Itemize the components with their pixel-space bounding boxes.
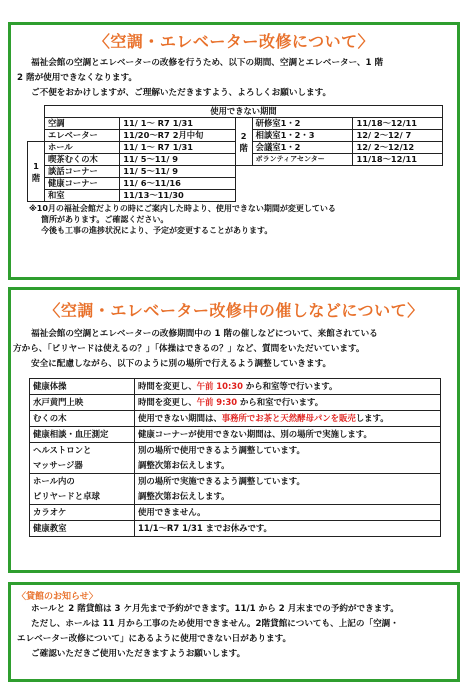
desc-text: 時間を変更し、 (138, 397, 197, 407)
desc-text: します。 (355, 413, 389, 423)
facility-period: 11/20～R7 2月中旬 (120, 130, 235, 142)
event-name (30, 379, 135, 395)
table-row (28, 190, 443, 202)
table-row (28, 130, 443, 142)
table-row (30, 427, 441, 443)
facility-period: 11/ 5～11/ 9 (120, 154, 235, 166)
facility-period: 11/18～12/11 (353, 118, 443, 130)
facility-name: ボランティアセンター (252, 154, 353, 166)
event-desc-line (138, 395, 437, 410)
event-desc (135, 379, 441, 395)
facility-name: エレベーター (45, 130, 120, 142)
desc-text: から和室で行います。 (237, 397, 324, 407)
desc-text: 調整次第お伝えします。 (138, 491, 230, 501)
note: 箇所があります。ご確認ください。 (41, 215, 169, 224)
facility-period: 12/ 2～12/12 (353, 142, 443, 154)
section-events (8, 287, 460, 573)
paragraph: 安全に配慮しながら、以下のように別の場所で行えるよう調整していきます。 (31, 359, 332, 369)
paragraph: 福祉会館の空調とエレベーターの改修期間中の 1 階の催しなどについて、来館されている (31, 329, 378, 339)
event-name-line: ヘルストロンと (33, 445, 92, 455)
facility-period: 11/ 5～11/ 9 (120, 166, 235, 178)
event-desc (135, 521, 441, 537)
event-desc-line (138, 379, 437, 394)
desc-text: 別の場所で使用できるよう調整しています。 (138, 445, 305, 455)
paragraph: エレベーター改修について」にあるように使用できない日があります。 (17, 634, 292, 644)
facility-name: 相談室1・2・3 (252, 130, 353, 142)
facility-period: 11/ 1～ R7 1/31 (120, 142, 235, 154)
table-row (30, 379, 441, 395)
facility-period: 11/18～12/11 (353, 154, 443, 166)
event-name (30, 505, 135, 521)
section-title: 〈空調・エレベーター改修について〉 (93, 32, 375, 51)
paragraph: ただし、ホールは 11 月から工事のため使用できません。2階貸館についても、上記の「空調・ (31, 619, 399, 629)
event-name-line: ホール内の (33, 476, 75, 486)
section-renovation (8, 22, 460, 280)
desc-text: 時間を変更し、 (138, 381, 197, 391)
facility-name: ホール (45, 142, 120, 154)
event-desc-line (138, 474, 437, 489)
paragraph: ご確認いただきご使用いただきますようお願いします。 (31, 649, 246, 659)
floor-label: 1階 (28, 142, 45, 202)
paragraph: 2 階が使用できなくなります。 (17, 73, 138, 83)
facility-name: 空調 (45, 118, 120, 130)
desc-text: から和室等で行います。 (242, 381, 338, 391)
highlight-text: 午前 10:30 (196, 381, 243, 391)
table-header: 使用できない期間 (45, 106, 443, 118)
table-row (28, 166, 443, 178)
highlight-text: 事務所でお茶と天然酵母パンを販売 (221, 413, 356, 423)
event-name-line: むくの木 (33, 413, 67, 423)
event-desc (135, 395, 441, 411)
event-desc-line (138, 427, 437, 442)
event-desc (135, 474, 441, 505)
table-row (30, 395, 441, 411)
facility-period: 11/13～11/30 (120, 190, 235, 202)
desc-text: 健康コーナーが使用できない期間は、別の場所で実施します。 (138, 429, 372, 439)
facility-name: 談話コーナー (45, 166, 120, 178)
event-desc (135, 411, 441, 427)
highlight-text: 午前 9:30 (196, 397, 238, 407)
desc-text: 11/1～R7 1/31 までお休みです。 (138, 523, 272, 533)
event-name-line: 健康相談・血圧測定 (33, 429, 109, 439)
facility-period: 11/ 1～ R7 1/31 (120, 118, 235, 130)
notice-heading: 〈貸館のお知らせ〉 (17, 592, 98, 602)
event-desc-line (138, 411, 437, 426)
facility-name: 和室 (45, 190, 120, 202)
desc-text: 使用できません。 (138, 507, 206, 517)
event-name (30, 474, 135, 505)
table-row (30, 505, 441, 521)
event-name (30, 427, 135, 443)
event-name (30, 395, 135, 411)
table-row (30, 411, 441, 427)
event-desc (135, 505, 441, 521)
desc-text: 別の場所で実施できるよう調整しています。 (138, 476, 305, 486)
table-row (30, 474, 441, 505)
section-rental-notice (8, 582, 460, 682)
event-desc-line (138, 443, 437, 458)
event-desc-line (138, 458, 437, 473)
event-name-line: カラオケ (33, 507, 67, 517)
events-table (29, 378, 441, 537)
event-name (30, 443, 135, 474)
floor-label: 2階 (235, 118, 252, 166)
paragraph: 方から、「ビリヤードは使えるの？」「体操はできるの？」など、質問をいただいています。 (13, 344, 365, 354)
closure-table (27, 105, 443, 202)
event-desc (135, 427, 441, 443)
table-row (30, 443, 441, 474)
note: 今後も工事の進捗状況により、予定が変更することがあります。 (41, 226, 273, 235)
event-desc-line (138, 489, 437, 504)
event-name (30, 521, 135, 537)
event-name-line: マッサージ器 (33, 460, 83, 470)
note: ※10月の福祉会館だよりの時にご案内した時より、使用できない期間が変更している (29, 204, 336, 213)
paragraph: ご不便をおかけしますが、ご理解いただきますよう、よろしくお願いします。 (31, 88, 332, 98)
event-name (30, 411, 135, 427)
desc-text: 使用できない期間は、 (138, 413, 222, 423)
facility-name: 健康コーナー (45, 178, 120, 190)
event-name-line: 健康教室 (33, 523, 67, 533)
event-desc-line (138, 505, 437, 520)
facility-name: 喫茶むくの木 (45, 154, 120, 166)
event-name-line: 水戸黄門上映 (33, 397, 84, 407)
paragraph: ホールと 2 階貸館は 3 ケ月先まで予約ができます。11/1 から 2 月末までの予約ができます。 (31, 604, 399, 614)
facility-name: 会議室1・2 (252, 142, 353, 154)
table-row (30, 521, 441, 537)
table-row (28, 142, 443, 154)
paragraph: 福祉会館の空調とエレベーターの改修を行うため、以下の期間、空調とエレベーター、1 階 (31, 58, 384, 68)
table-row (28, 154, 443, 166)
facility-name: 研修室1・2 (252, 118, 353, 130)
table-row (28, 118, 443, 130)
facility-period: 12/ 2～12/ 7 (353, 130, 443, 142)
event-name-line: 健康体操 (33, 381, 67, 391)
section-title: 〈空調・エレベーター改修中の催しなどについて〉 (44, 301, 424, 320)
facility-period: 11/ 6～11/16 (120, 178, 235, 190)
event-desc (135, 443, 441, 474)
event-desc-line (138, 521, 437, 536)
desc-text: 調整次第お伝えします。 (138, 460, 230, 470)
event-name-line: ビリヤードと卓球 (33, 491, 100, 501)
table-row (28, 178, 443, 190)
